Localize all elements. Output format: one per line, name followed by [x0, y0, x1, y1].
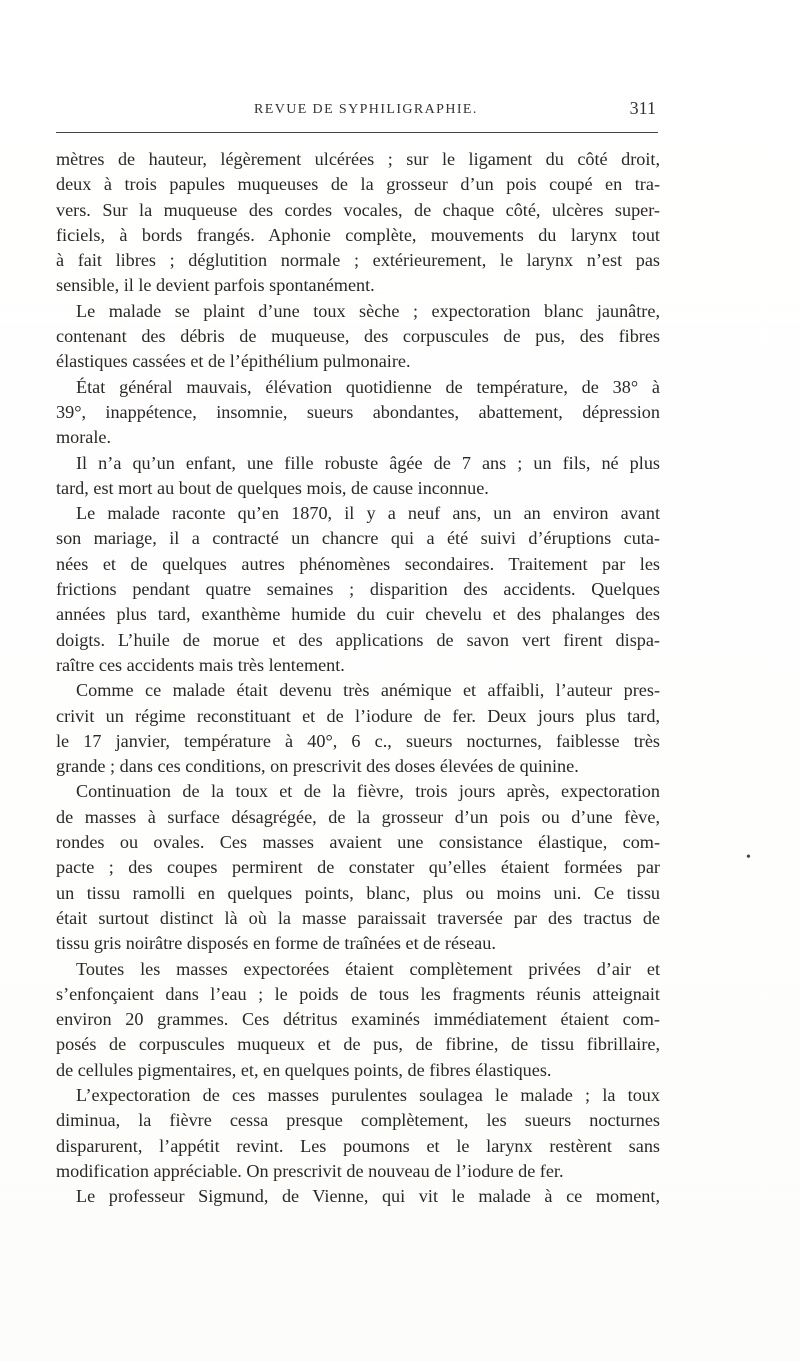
text-line: grande ; dans ces conditions, on prescrivit des doses élevées de quinine.	[56, 756, 579, 777]
text-line: le 17 janvier, température à 40°, 6 c., sueurs nocturnes, faiblesse très	[56, 730, 660, 751]
text-line: frictions pendant quatre semaines ; disparition des accidents. Quelques	[56, 579, 660, 600]
text-line: doigts. L’huile de morue et des applications de savon vert firent dispa-	[56, 629, 660, 650]
text-line: tard, est mort au bout de quelques mois, de cause inconnue.	[56, 477, 489, 498]
paragraph-first-line: État général mauvais, élévation quotidienne de température, de 38° à	[76, 376, 660, 397]
text-line: mètres de hauteur, légèrement ulcérées ; sur le ligament du côté droit,	[56, 149, 660, 169]
text-line: vers. Sur la muqueuse des cordes vocales, de chaque côté, ulcères super-	[56, 199, 660, 220]
text-line: deux à trois papules muqueuses de la grosseur d’un pois coupé en tra-	[56, 174, 660, 195]
paragraph-first-line: Le malade raconte qu’en 1870, il y a neuf ans, un an environ avant	[76, 503, 660, 524]
page-number: 311	[629, 98, 656, 118]
text-line: modification appréciable. On prescrivit de nouveau de l’iodure de fer.	[56, 1160, 564, 1181]
text-line: sensible, il le devient parfois spontanément.	[56, 275, 375, 296]
text-line: de masses à surface désagrégée, de la grosseur d’un pois ou d’une fève,	[56, 806, 660, 827]
text-line: tissu gris noirâtre disposés en forme de traînées et de réseau.	[56, 933, 496, 954]
text-line: disparurent, l’appétit revint. Les poumons et le larynx restèrent sans	[56, 1135, 660, 1156]
text-line: morale.	[56, 427, 112, 448]
paragraph-first-line: Comme ce malade était devenu très anémique et affaibli, l’auteur pres-	[76, 680, 660, 701]
paragraph-first-line: Il n’a qu’un enfant, une fille robuste âgée de 7 ans ; un fils, né plus	[76, 452, 660, 473]
text-line: élastiques cassées et de l’épithélium pulmonaire.	[56, 351, 411, 372]
text-line: contenant des débris de muqueuse, des corpuscules de pus, des fibres	[56, 326, 660, 347]
text-line: rondes ou ovales. Ces masses avaient une consistance élastique, com-	[56, 832, 660, 853]
text-line: de cellules pigmentaires, et, en quelques points, de fibres élastiques.	[56, 1059, 552, 1080]
text-line: à fait libres ; déglutition normale ; extérieurement, le larynx n’est pas	[56, 250, 660, 271]
text-line: était surtout distinct là où la masse paraissait traversée par des tractus de	[56, 907, 660, 928]
text-line: environ 20 grammes. Ces détritus examinés immédiatement étaient com-	[56, 1009, 660, 1030]
body-text	[56, 147, 660, 1209]
margin-mark: •	[746, 850, 751, 865]
text-line: nées et de quelques autres phénomènes secondaires. Traitement par les	[56, 553, 660, 574]
text-line: pacte ; des coupes permirent de constater qu’elles étaient formées par	[56, 857, 660, 878]
running-head	[58, 96, 658, 126]
paragraph-first-line: Continuation de la toux et de la fièvre, trois jours après, expectoration	[76, 781, 660, 802]
text-line: un tissu ramolli en quelques points, blanc, plus ou moins uni. Ce tissu	[56, 882, 660, 903]
header-rule	[56, 132, 658, 133]
text-line: années plus tard, exanthème humide du cuir chevelu et des phalanges des	[56, 604, 660, 625]
text-line: posés de corpuscules muqueux et de pus, de fibrine, de tissu fibrillaire,	[56, 1034, 660, 1055]
paragraph-first-line: L’expectoration de ces masses purulentes soulagea le malade ; la toux	[76, 1084, 660, 1105]
text-line: 39°, inappétence, insomnie, sueurs abondantes, abattement, dépression	[56, 401, 660, 422]
text-line: s’enfonçaient dans l’eau ; le poids de tous les fragments réunis atteignait	[56, 983, 660, 1004]
text-line: raître ces accidents mais très lentement.	[56, 654, 345, 675]
text-line: diminua, la fièvre cessa presque complètement, les sueurs nocturnes	[56, 1110, 660, 1131]
paragraph-first-line: Le malade se plaint d’une toux sèche ; expectoration blanc jaunâtre,	[76, 300, 660, 321]
text-line: ficiels, à bords frangés. Aphonie complète, mouvements du larynx tout	[56, 224, 660, 245]
header-title: REVUE DE SYPHILIGRAPHIE.	[254, 102, 478, 117]
text-line: son mariage, il a contracté un chancre qui a été suivi d’éruptions cuta-	[56, 528, 660, 549]
paragraph-first-line: Le professeur Sigmund, de Vienne, qui vit le malade à ce moment,	[76, 1186, 660, 1207]
text-line: crivit un régime reconstituant et de l’iodure de fer. Deux jours plus tard,	[56, 705, 660, 726]
paragraph-first-line: Toutes les masses expectorées étaient complètement privées d’air et	[76, 958, 660, 979]
